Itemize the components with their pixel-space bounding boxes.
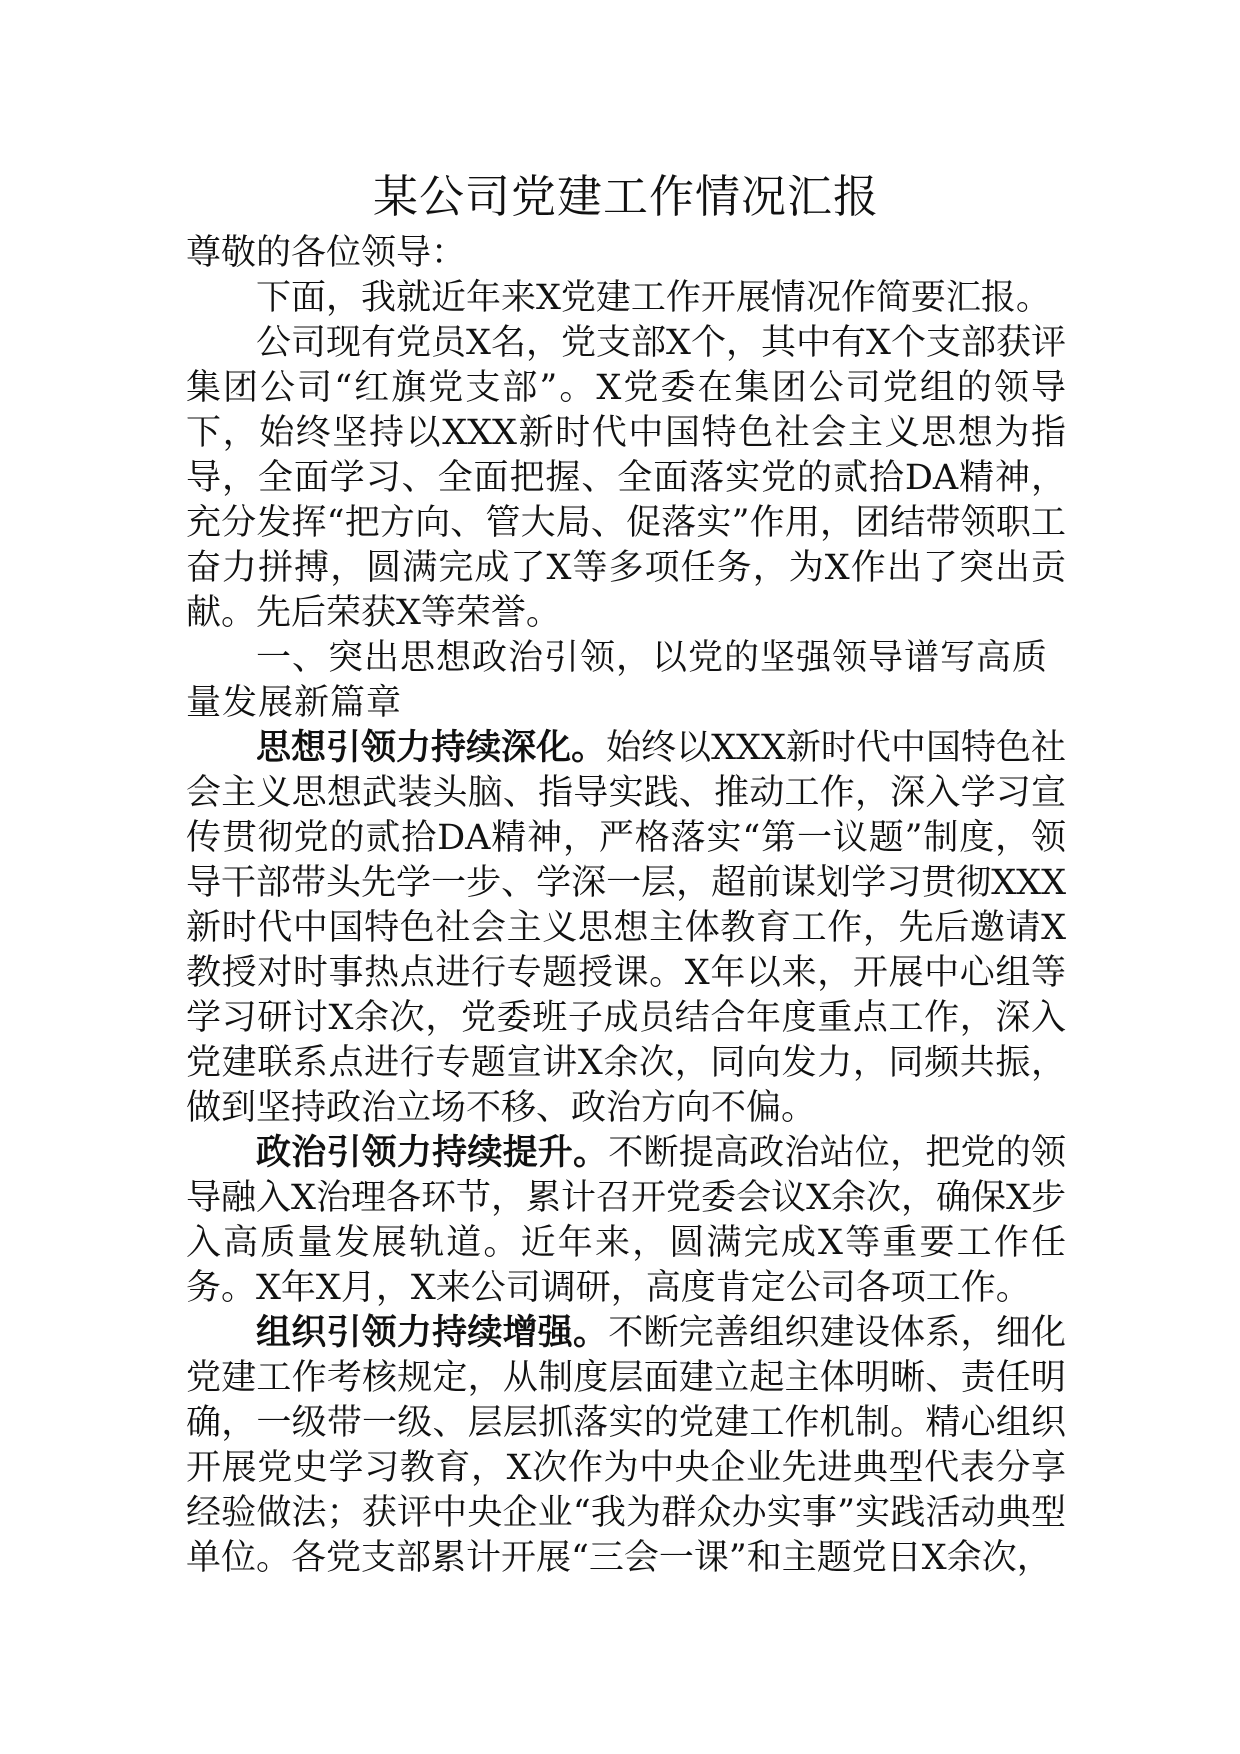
overview-paragraph: 公司现有党员X名，党支部X个，其中有X个支部获评集团公司“红旗党支部”。X党委在集团公司党组的领导下，始终坚持以XXX新时代中国特色社会主义思想为指导，全面学习、全面把握、全面落实党的贰拾DA精神，充分发挥“把方向、管大局、促落实”作用，团结带领职工奋力拼搏，圆满完成了X等多项任务，为X作出了突出贡献。先后荣获X等荣誉。 — [186, 323, 1066, 633]
intro-paragraph: 下面，我就近年来X党建工作开展情况作简要汇报。 — [256, 278, 1051, 318]
paragraph-lead-heading: 政治引领力持续提升。 — [256, 1133, 609, 1173]
organizational-leadership-paragraph — [186, 1311, 1066, 1581]
section-heading: 一、突出思想政治引领，以党的坚强领导谱写高质量发展新篇章 — [186, 638, 1049, 723]
paragraph-lead-heading: 组织引领力持续增强。 — [256, 1313, 609, 1353]
document-title: 某公司党建工作情况汇报 — [372, 170, 879, 223]
paragraph-body-text: 不断提高政治站位，把党的领导融入X治理各环节，累计召开党委会议X余次，确保X步入高质量发展轨道。近年来，圆满完成X等重要工作任务。X年X月，X来公司调研，高度肯定公司各项工作。 — [186, 1133, 1066, 1308]
document-body — [186, 160, 1066, 1581]
paragraph-body-text: 始终以XXX新时代中国特色社会主义思想武装头脑、指导实践、推动工作，深入学习宣传贯彻党的贰拾DA精神，严格落实“第一议题”制度，领导干部带头先学一步、学深一层，超前谋划学习贯彻XXX新时代中国特色社会主义思想主体教育工作，先后邀请X教授对时事热点进行专题授课。X年以来，开展中心组等学习研讨X余次，党委班子成员结合年度重点工作，深入党建联系点进行专题宣讲X余次，同向发力，同频共振，做到坚持政治立场不移、政治方向不偏。 — [186, 728, 1066, 1128]
paragraph-body-text: 不断完善组织建设体系，细化党建工作考核规定，从制度层面建立起主体明晰、责任明确，一级带一级、层层抓落实的党建工作机制。精心组织开展党史学习教育，X次作为中央企业先进典型代表分享经验做法；获评中央企业“我为群众办实事”实践活动典型单位。各党支部累计开展“三会一课”和主题党日X余次， — [186, 1313, 1066, 1578]
political-leadership-paragraph — [186, 1131, 1066, 1311]
salutation: 尊敬的各位领导： — [186, 233, 467, 273]
paragraph-lead-heading: 思想引领力持续深化。 — [256, 728, 607, 768]
thought-leadership-paragraph — [186, 726, 1066, 1131]
